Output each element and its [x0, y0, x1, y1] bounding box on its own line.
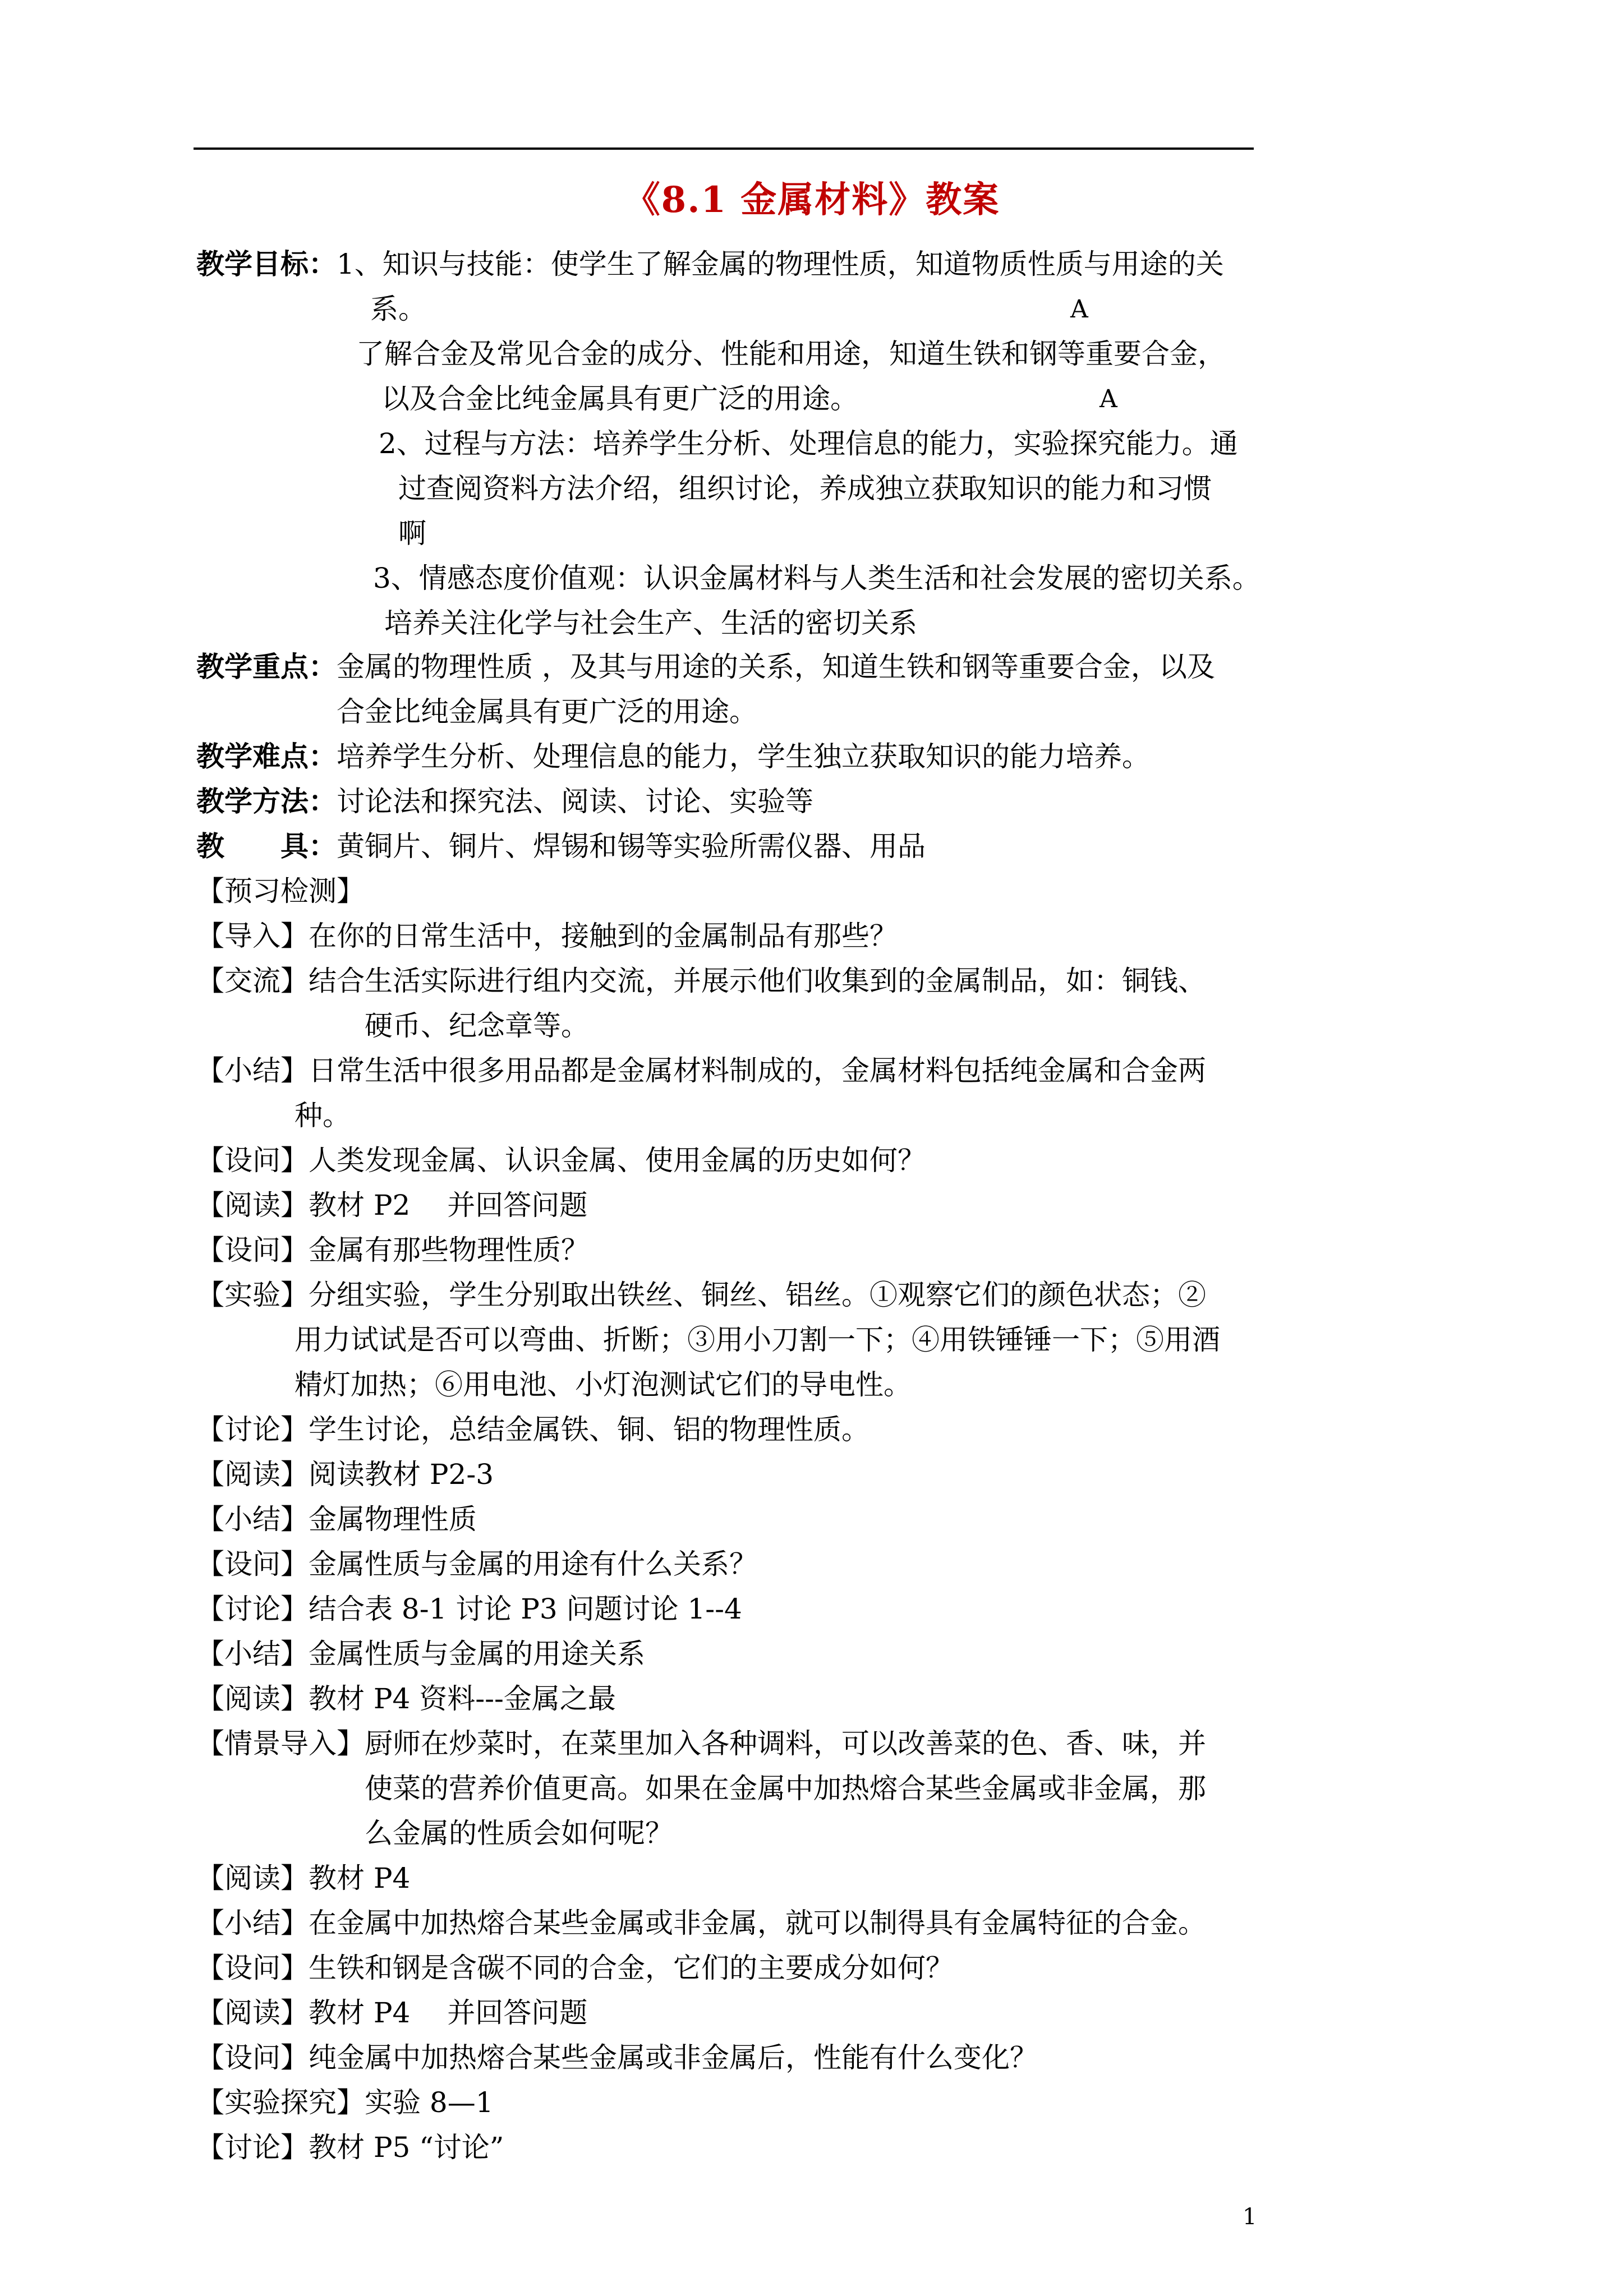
- step-text: 在金属中加热熔合某些金属或非金属，就可以制得具有金属特征的合金。: [309, 1907, 1206, 1939]
- key-points-line: 金属的物理性质 ，及其与用途的关系，知道生铁和钢等重要合金，以及: [337, 651, 1215, 683]
- step-text: 金属性质与金属的用途有什么关系？: [309, 1548, 757, 1580]
- header-rule: [194, 147, 1254, 150]
- objectives-line: 过查阅资料方法介绍，组织讨论，养成独立获取知识的能力和习惯: [398, 472, 1212, 505]
- step-tag: 【交流】: [196, 965, 309, 997]
- step-text: 使菜的营养价值更高。如果在金属中加热熔合某些金属或非金属，那: [365, 1772, 1206, 1805]
- step-text: 教材 P4 并回答问题: [309, 1997, 588, 2029]
- step-tag: 【设问】: [196, 1548, 309, 1580]
- step-text: 硬币、纪念章等。: [365, 1009, 589, 1042]
- step-text: 结合表 8-1 讨论 P3 问题讨论 1--4: [309, 1593, 742, 1625]
- step-text: 学生讨论，总结金属铁、铜、铝的物理性质。: [309, 1413, 869, 1446]
- step-text: 精灯加热；⑥用电池、小灯泡测试它们的导电性。: [295, 1368, 912, 1401]
- step-tag: 【讨论】: [196, 1593, 309, 1625]
- step-text: 人类发现金属、认识金属、使用金属的历史如何？: [309, 1144, 926, 1177]
- step-text: 生铁和钢是含碳不同的合金，它们的主要成分如何？: [309, 1952, 954, 1984]
- step-text: 种。: [295, 1099, 351, 1132]
- step-text: 金属性质与金属的用途关系: [309, 1638, 645, 1670]
- step-tag: 【阅读】: [196, 1862, 309, 1894]
- objectives-line: 培养关注化学与社会生产、生活的密切关系: [384, 607, 917, 639]
- document-title: 《8.1 金属材料》教案: [624, 179, 1000, 221]
- difficulties-text: 培养学生分析、处理信息的能力，学生独立获取知识的能力培养。: [337, 740, 1150, 773]
- step-tag: 【导入】: [196, 920, 309, 952]
- step-text: 金属物理性质: [309, 1503, 477, 1536]
- margin-mark: A: [1099, 385, 1117, 413]
- page-number: 1: [1243, 2204, 1257, 2230]
- step-text: 用力试试是否可以弯曲、折断；③用小刀割一下；④用铁锤锤一下；⑤用酒: [295, 1324, 1220, 1356]
- step-text: 纯金属中加热熔合某些金属或非金属后，性能有什么变化？: [309, 2041, 1038, 2074]
- step-tag: 【讨论】: [196, 2131, 309, 2164]
- step-tag: 【实验】: [196, 1279, 309, 1311]
- step-text: 实验 8—1: [365, 2086, 494, 2119]
- margin-mark: A: [1070, 295, 1088, 324]
- objectives-line: 以及合金比纯金属具有更广泛的用途。: [381, 382, 858, 415]
- step-text: 厨师在炒菜时，在菜里加入各种调料，可以改善菜的色、香、味，并: [365, 1727, 1206, 1760]
- step-text: 教材 P5 “讨论”: [309, 2131, 504, 2164]
- step-tag: 【实验探究】: [196, 2086, 365, 2119]
- step-text: 分组实验，学生分别取出铁丝、铜丝、铝丝。①观察它们的颜色状态；②: [309, 1279, 1206, 1311]
- step-tag: 【小结】: [196, 1054, 309, 1087]
- step-tag: 【阅读】: [196, 1997, 309, 2029]
- objectives-line: 了解合金及常见合金的成分、性能和用途，知道生铁和钢等重要合金，: [356, 338, 1226, 370]
- difficulties-label: 教学难点：: [196, 740, 337, 773]
- step-tag: 【小结】: [196, 1907, 309, 1939]
- step-tag: 【情景导入】: [196, 1727, 365, 1760]
- step-text: 日常生活中很多用品都是金属材料制成的，金属材料包括纯金属和合金两: [309, 1054, 1206, 1087]
- step-text: 结合生活实际进行组内交流，并展示他们收集到的金属制品，如：铜钱、: [309, 965, 1206, 997]
- objectives-line: 1、知识与技能：使学生了解金属的物理性质，知道物质性质与用途的关: [337, 248, 1224, 280]
- step-text: 教材 P4: [309, 1862, 411, 1894]
- step-tag: 【阅读】: [196, 1458, 309, 1491]
- objectives-line: 2、过程与方法：培养学生分析、处理信息的能力，实验探究能力。通: [379, 427, 1238, 460]
- methods-text: 讨论法和探究法、阅读、讨论、实验等: [337, 785, 813, 818]
- step-text: 教材 P2 并回答问题: [309, 1189, 588, 1221]
- step-tag: 【设问】: [196, 1234, 309, 1266]
- step-text: 金属有那些物理性质？: [309, 1234, 589, 1266]
- objectives-line: 3、情感态度价值观：认识金属材料与人类生活和社会发展的密切关系。: [373, 562, 1260, 594]
- key-points-label: 教学重点：: [196, 650, 337, 683]
- step-tag: 【小结】: [196, 1503, 309, 1536]
- step-text: 么金属的性质会如何呢？: [365, 1817, 673, 1850]
- tools-label: 教 具：: [196, 829, 337, 863]
- step-tag: 【讨论】: [196, 1413, 309, 1446]
- step-text: 阅读教材 P2-3: [309, 1458, 494, 1491]
- step-tag: 【小结】: [196, 1638, 309, 1670]
- step-text: 在你的日常生活中，接触到的金属制品有那些？: [309, 920, 898, 952]
- objectives-label: 教学目标：: [196, 247, 337, 280]
- step-text: 教材 P4 资料---金属之最: [309, 1682, 616, 1715]
- key-points-line: 合金比纯金属具有更广泛的用途。: [337, 695, 757, 728]
- step-tag: 【设问】: [196, 1144, 309, 1177]
- objectives-line: 系。: [370, 293, 426, 325]
- step-tag: 【阅读】: [196, 1682, 309, 1715]
- tools-text: 黄铜片、铜片、焊锡和锡等实验所需仪器、用品: [337, 830, 926, 863]
- step-tag: 【设问】: [196, 2041, 309, 2074]
- step-tag: 【预习检测】: [196, 875, 365, 907]
- methods-label: 教学方法：: [196, 785, 337, 818]
- objectives-line: 啊: [398, 517, 426, 550]
- step-tag: 【设问】: [196, 1952, 309, 1984]
- step-tag: 【阅读】: [196, 1189, 309, 1221]
